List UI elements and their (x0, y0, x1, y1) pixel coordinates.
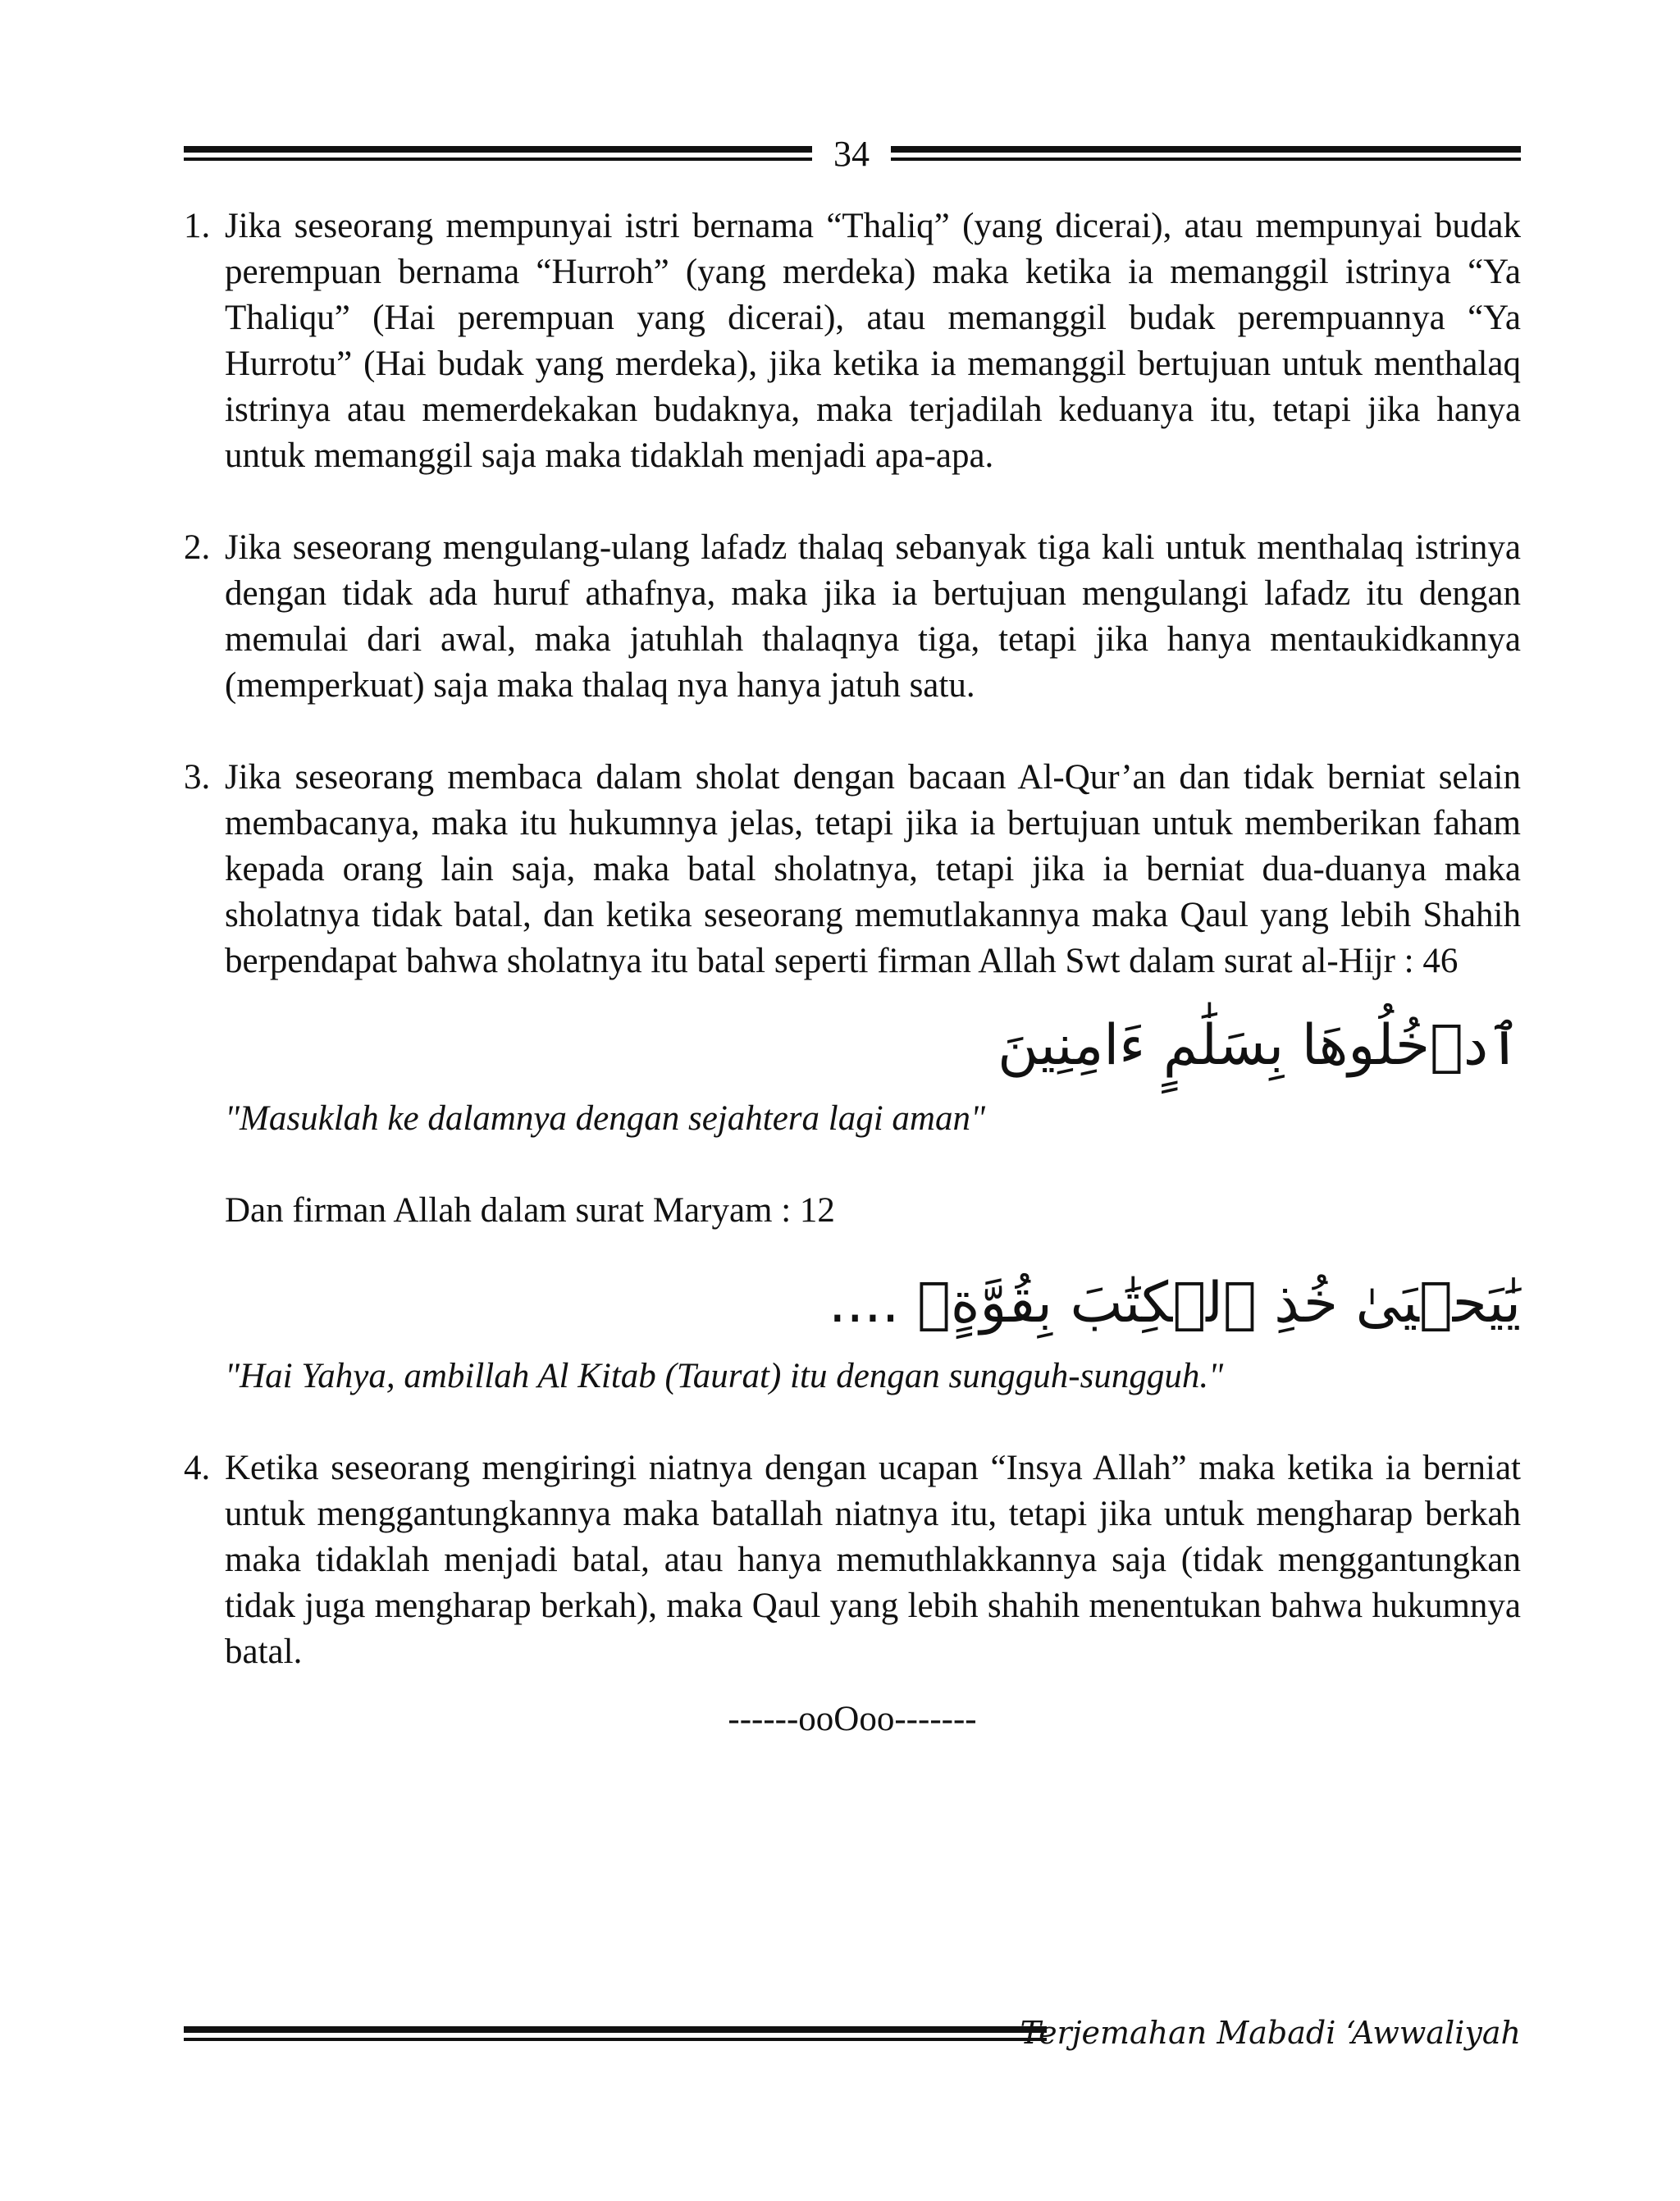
rule-thick-line (184, 2026, 1047, 2033)
list-item-text: Jika seseorang mengulang-ulang lafadz thalaq sebanyak tiga kali untuk menthalaq istrinya dengan tidak ada huruf athafnya, maka jika ia bertujuan mengulangi lafadz itu dengan memulai dari awal, maka jatuhlah thalaqnya tiga, tetapi jika hanya mentaukidkannya (memperkuat) saja maka thalaq nya hanya jatuh satu. (225, 528, 1521, 705)
quran-verse-al-hijr: ٱدۡخُلُوهَا بِسَلَٰمٍ ءَامِنِينَ (998, 1013, 1521, 1078)
footer-rule (184, 2026, 1047, 2044)
list-item-1 (184, 203, 1521, 479)
rule-thin-line (891, 158, 1521, 161)
list-item-text: Jika seseorang membaca dalam sholat dengan bacaan Al-Qur’an dan tidak berniat selain membacanya, maka itu hukumnya jelas, tetapi jika ia bertujuan untuk memberikan faham kepada orang lain saja, maka batal sholatnya, tetapi jika ia berniat dua-duanya maka sholatnya tidak batal, dan ketika seseorang memutlakannya maka Qaul yang lebih Shahih berpendapat bahwa sholatnya itu batal seperti firman Allah Swt dalam surat al-Hijr : 46 (225, 758, 1521, 980)
list-item-4 (184, 1445, 1521, 1675)
verse-translation-1: "Masuklah ke dalamnya dengan sejahtera lagi aman" (225, 1099, 986, 1138)
list-item-number: 1. (184, 207, 211, 245)
list-item-text: Jika seseorang mempunyai istri bernama “Thaliq” (yang dicerai), atau mempunyai budak perempuan bernama “Hurroh” (yang merdeka) maka ketika ia memanggil istrinya “Ya Thaliqu” (Hai perempuan yang dicerai), atau memanggil budak perempuannya “Ya Hurrotu” (Hai budak yang merdeka), jika ketika ia memanggil bertujuan untuk menthalaq istrinya atau memerdekakan budaknya, maka terjadilah keduanya itu, tetapi jika hanya untuk memanggil saja maka tidaklah menjadi apa-apa. (225, 207, 1521, 475)
rule-thick-line (891, 146, 1521, 153)
header-rule-right (891, 146, 1521, 164)
page-number: 34 (833, 134, 870, 174)
verse-intro-maryam: Dan firman Allah dalam surat Maryam : 12 (225, 1191, 835, 1230)
page-content (184, 203, 1521, 1742)
list-item-number: 2. (184, 528, 211, 567)
verse-translation-2: "Hai Yahya, ambillah Al Kitab (Taurat) itu dengan sungguh-sungguh." (225, 1357, 1224, 1395)
rule-thin-line (184, 2038, 1047, 2041)
section-separator: ------ooOoo------- (728, 1700, 977, 1738)
book-title: Terjemahan Mabadi ‘Awwaliyah (1020, 2015, 1521, 2051)
list-item-text: Ketika seseorang mengiringi niatnya dengan ucapan “Insya Allah” maka ketika ia berniat untuk menggantungkannya maka batallah niatnya itu, tetapi jika untuk mengharap berkah maka tidaklah menjadi batal, atau hanya memuthlakkannya saja (tidak menggantungkan tidak juga mengharap berkah), maka Qaul yang lebih shahih menentukan bahwa hukumnya batal. (225, 1449, 1521, 1671)
rule-thick-line (184, 146, 812, 153)
page-header (184, 131, 1521, 180)
header-rule-left (184, 146, 812, 164)
rule-thin-line (184, 158, 812, 161)
list-item-number: 3. (184, 758, 211, 797)
list-item-2 (184, 525, 1521, 709)
quran-verse-maryam: يَٰيَحۡيَىٰ خُذِ ٱلۡكِتَٰبَ بِقُوَّةٍۖ .... (828, 1271, 1521, 1336)
list-item-3 (184, 755, 1521, 984)
page-footer (184, 2010, 1521, 2059)
list-item-number: 4. (184, 1449, 211, 1487)
